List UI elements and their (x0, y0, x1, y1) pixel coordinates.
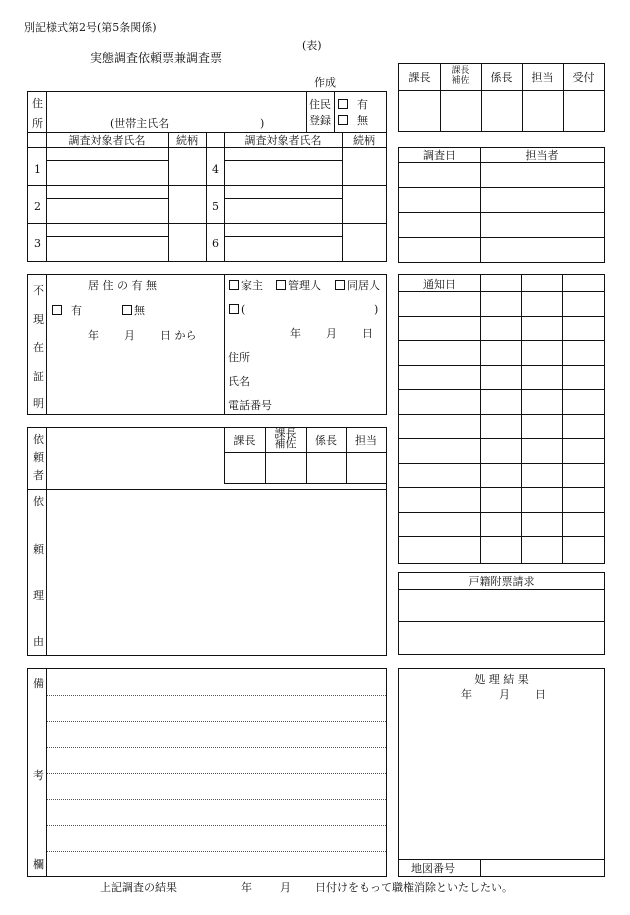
col-relation-left: 続柄 (176, 134, 198, 147)
non-residence-label-3: 在 (33, 341, 44, 354)
checkbox-icon (276, 280, 286, 290)
checkbox-icon (122, 305, 132, 315)
approval-deputy-text: 課長補佐 (451, 66, 470, 86)
non-residence-label-5: 明 (33, 397, 44, 410)
role-cohabitant-label: 同居人 (347, 279, 380, 292)
req-approval-deputy-text: 課長補佐 (274, 427, 297, 450)
survey-section (398, 147, 605, 263)
requester-section (27, 427, 387, 656)
requester-label-3: 者 (33, 469, 44, 482)
address-label-1: 住 (32, 97, 43, 110)
role-cohabitant[interactable] (335, 280, 380, 291)
result-section (398, 668, 605, 877)
checkbox-icon (338, 115, 348, 125)
footer-post: 日付けをもって職権消除といたしたい。 (315, 881, 513, 894)
non-residence-label-4: 証 (33, 370, 44, 383)
checkbox-icon (229, 304, 239, 314)
result-year: 年 (461, 688, 472, 701)
req-approval-section-head: 係長 (315, 434, 337, 447)
result-day: 日 (535, 688, 546, 701)
cert-day: 日 (362, 327, 373, 340)
notice-row-line (399, 487, 604, 488)
col-relation-right: 続柄 (353, 134, 375, 147)
made-label: 作成 (314, 76, 336, 89)
remarks-label-2: 考 (33, 769, 44, 782)
cert-address-label: 住所 (228, 351, 250, 364)
row-number-6: 6 (212, 237, 219, 250)
registry-label-2: 登録 (309, 114, 331, 127)
checkbox-icon (338, 99, 348, 109)
presence-yes-label: 有 (71, 304, 82, 317)
koseki-section (398, 572, 605, 655)
household-head-label: (世帯主氏名 (110, 117, 170, 130)
notice-section (398, 274, 605, 564)
cert-phone-label: 電話番号 (228, 399, 272, 412)
from-year: 年 (88, 329, 99, 342)
role-other[interactable] (229, 304, 245, 315)
koseki-label: 戸籍附票請求 (468, 575, 535, 588)
survey-person-label: 担当者 (525, 149, 559, 162)
approval-section-head: 係長 (490, 71, 513, 84)
footer-year: 年 (241, 881, 252, 894)
role-landlord-label: 家主 (241, 279, 263, 292)
presence-no-label: 無 (134, 304, 145, 317)
non-residence-label-1: 不 (33, 284, 44, 297)
col-name-right: 調査対象者氏名 (244, 134, 322, 147)
presence-title: 居 住 の 有 無 (88, 279, 157, 292)
row-number-5: 5 (212, 200, 219, 213)
map-number-label: 地図番号 (411, 862, 455, 875)
household-head-close: ) (260, 117, 265, 130)
result-title: 処 理 結 果 (474, 673, 529, 686)
requester-label-2: 頼 (33, 451, 44, 464)
non-residence-section (27, 274, 387, 415)
remarks-label-1: 備 (33, 677, 44, 690)
role-manager-label: 管理人 (288, 279, 321, 292)
registry-label-1: 住民 (309, 98, 331, 111)
approval-chief: 課長 (408, 71, 431, 84)
residence-section (27, 91, 387, 262)
non-residence-label-2: 現 (33, 313, 44, 326)
role-manager[interactable] (276, 280, 321, 291)
checkbox-icon (229, 280, 239, 290)
req-approval-staff: 担当 (355, 434, 377, 447)
notice-row-line (399, 340, 604, 341)
remarks-section (27, 668, 387, 877)
notice-date-label: 通知日 (423, 278, 456, 291)
row-number-4: 4 (212, 163, 219, 176)
result-month: 月 (499, 688, 510, 701)
address-label-2: 所 (32, 117, 43, 130)
footer-month: 月 (280, 881, 291, 894)
approval-staff: 担当 (531, 71, 554, 84)
cert-name-label: 氏名 (228, 375, 250, 388)
notice-row-line (399, 438, 604, 439)
cert-month: 月 (326, 327, 337, 340)
registry-no-label: 無 (357, 114, 368, 127)
row-number-1: 1 (34, 163, 41, 176)
notice-row-line (399, 536, 604, 537)
notice-row-line (399, 291, 604, 292)
presence-no[interactable] (122, 305, 145, 316)
row-number-2: 2 (34, 200, 41, 213)
approval-deputy (440, 66, 481, 86)
req-approval-chief: 課長 (233, 434, 256, 447)
footer-pre: 上記調査の結果 (100, 881, 177, 894)
notice-row-line (399, 316, 604, 317)
registry-no[interactable] (338, 115, 368, 126)
registry-yes-label: 有 (357, 98, 368, 111)
reason-label-3: 理 (33, 589, 44, 602)
row-number-3: 3 (34, 237, 41, 250)
checkbox-icon (335, 280, 345, 290)
presence-yes[interactable] (52, 305, 82, 316)
requester-label-1: 依 (33, 433, 44, 446)
reason-label-2: 頼 (33, 543, 44, 556)
from-day: 日 から (160, 329, 197, 342)
notice-row-line (399, 365, 604, 366)
form-title: 実態調査依頼票兼調査票 (90, 51, 223, 65)
role-other-close: ) (374, 303, 379, 316)
from-month: 月 (124, 329, 135, 342)
registry-yes[interactable] (338, 99, 368, 110)
role-other-open: ( (241, 303, 246, 316)
approval-reception: 受付 (572, 71, 595, 84)
reason-label-1: 依 (33, 495, 44, 508)
form-side: (表) (302, 39, 322, 52)
role-landlord[interactable] (229, 280, 263, 291)
notice-row-line (399, 512, 604, 513)
notice-row-line (399, 389, 604, 390)
notice-row-line (399, 463, 604, 464)
req-approval-deputy (265, 429, 306, 449)
approval-stamp-grid (398, 63, 605, 132)
notice-row-line (399, 414, 604, 415)
remarks-label-3: 欄 (33, 858, 44, 871)
checkbox-icon (52, 305, 62, 315)
survey-date-label: 調査日 (423, 149, 456, 162)
col-name-left: 調査対象者氏名 (68, 134, 146, 147)
reason-label-4: 由 (33, 635, 44, 648)
cert-year: 年 (290, 327, 301, 340)
form-number: 別記様式第2号(第5条関係) (24, 21, 157, 34)
